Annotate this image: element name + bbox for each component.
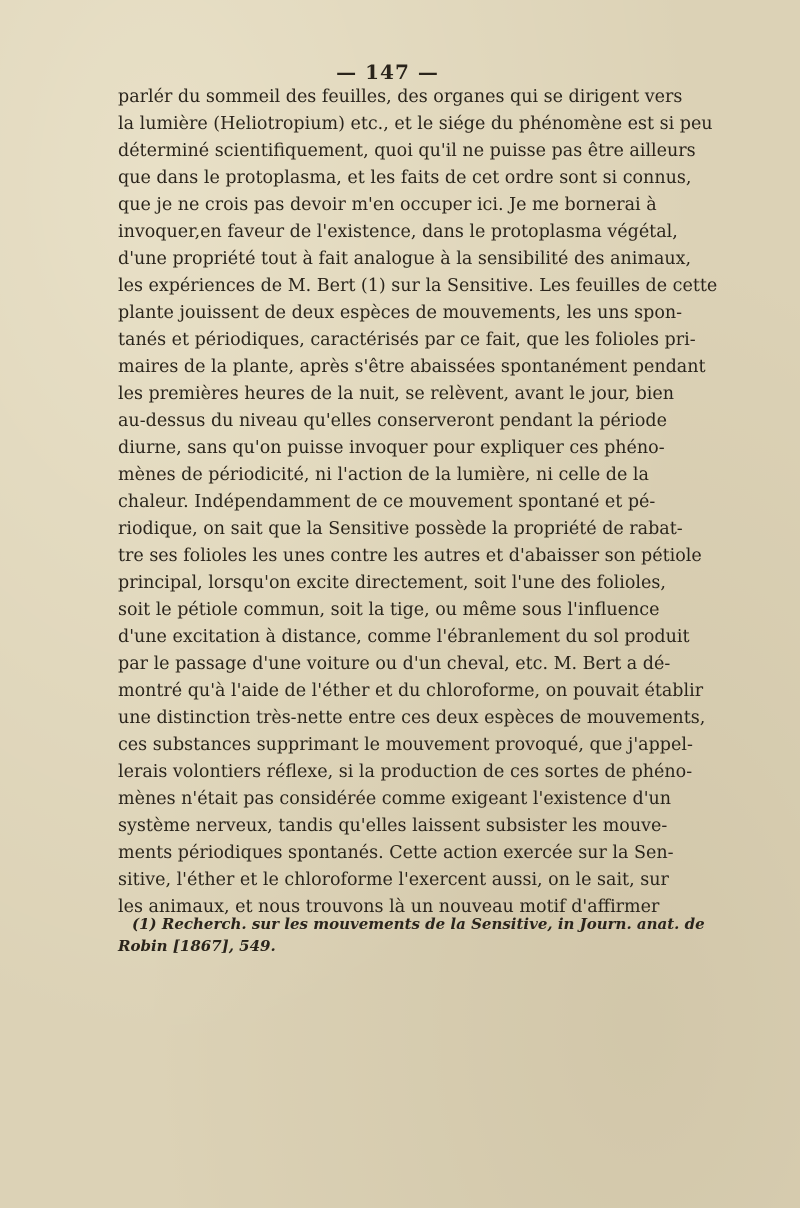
footnote-line: (1) Recherch. sur les mouvements de la Sensitive, in Journ. anat. de [132, 915, 705, 933]
footnote [118, 913, 705, 957]
text-line: parlér du sommeil des feuilles, des organes qui se dirigent vers [118, 87, 683, 107]
text-line: chaleur. Indépendamment de ce mouvement spontané et pé- [118, 492, 656, 512]
text-line: que dans le protoplasma, et les faits de cet ordre sont si connus, [118, 168, 692, 188]
text-line: la lumière (Heliotropium) etc., et le siége du phénomène est si peu [118, 114, 713, 134]
text-line: tre ses folioles les unes contre les autres et d'abaisser son pétiole [118, 546, 702, 566]
text-line: d'une excitation à distance, comme l'ébranlement du sol produit [118, 627, 690, 647]
text-line: les animaux, et nous trouvons là un nouveau motif d'affirmer [118, 897, 660, 917]
text-line: déterminé scientifiquement, quoi qu'il ne puisse pas être ailleurs [118, 141, 696, 161]
footnote-line: Robin [1867], 549. [118, 937, 276, 955]
text-line: montré qu'à l'aide de l'éther et du chloroforme, on pouvait établir [118, 681, 704, 701]
text-line: soit le pétiole commun, soit la tige, ou même sous l'influence [118, 600, 660, 620]
body-text [118, 84, 718, 921]
text-line: par le passage d'une voiture ou d'un cheval, etc. M. Bert a dé- [118, 654, 671, 674]
text-line: ces substances supprimant le mouvement provoqué, que j'appel- [118, 735, 693, 755]
page-number: — 147 — [336, 60, 439, 84]
text-line: mènes de périodicité, ni l'action de la lumière, ni celle de la [118, 465, 649, 485]
text-line: au-dessus du niveau qu'elles conserveront pendant la période [118, 411, 667, 431]
text-line: plante jouissent de deux espèces de mouvements, les uns spon- [118, 303, 683, 323]
text-line: ments périodiques spontanés. Cette action exercée sur la Sen- [118, 843, 674, 863]
text-line: riodique, on sait que la Sensitive possède la propriété de rabat- [118, 519, 683, 539]
text-line: une distinction très-nette entre ces deux espèces de mouvements, [118, 708, 706, 728]
text-line: lerais volontiers réflexe, si la production de ces sortes de phéno- [118, 762, 693, 782]
text-line: que je ne crois pas devoir m'en occuper ici. Je me bornerai à [118, 195, 657, 215]
text-line: tanés et périodiques, caractérisés par ce fait, que les folioles pri- [118, 330, 696, 350]
text-line: diurne, sans qu'on puisse invoquer pour expliquer ces phéno- [118, 438, 665, 458]
text-line: d'une propriété tout à fait analogue à la sensibilité des animaux, [118, 249, 692, 269]
text-line: sitive, l'éther et le chloroforme l'exercent aussi, on le sait, sur [118, 870, 669, 890]
text-line: les expériences de M. Bert (1) sur la Sensitive. Les feuilles de cette [118, 276, 718, 296]
text-line: invoquer,en faveur de l'existence, dans le protoplasma végétal, [118, 222, 678, 242]
text-line: maires de la plante, après s'être abaissées spontanément pendant [118, 357, 706, 377]
text-line: principal, lorsqu'on excite directement, soit l'une des folioles, [118, 573, 666, 593]
text-line: système nerveux, tandis qu'elles laissent subsister les mouve- [118, 816, 668, 836]
text-line: mènes n'était pas considérée comme exigeant l'existence d'un [118, 789, 672, 809]
text-line: les premières heures de la nuit, se relèvent, avant le jour, bien [118, 384, 675, 404]
